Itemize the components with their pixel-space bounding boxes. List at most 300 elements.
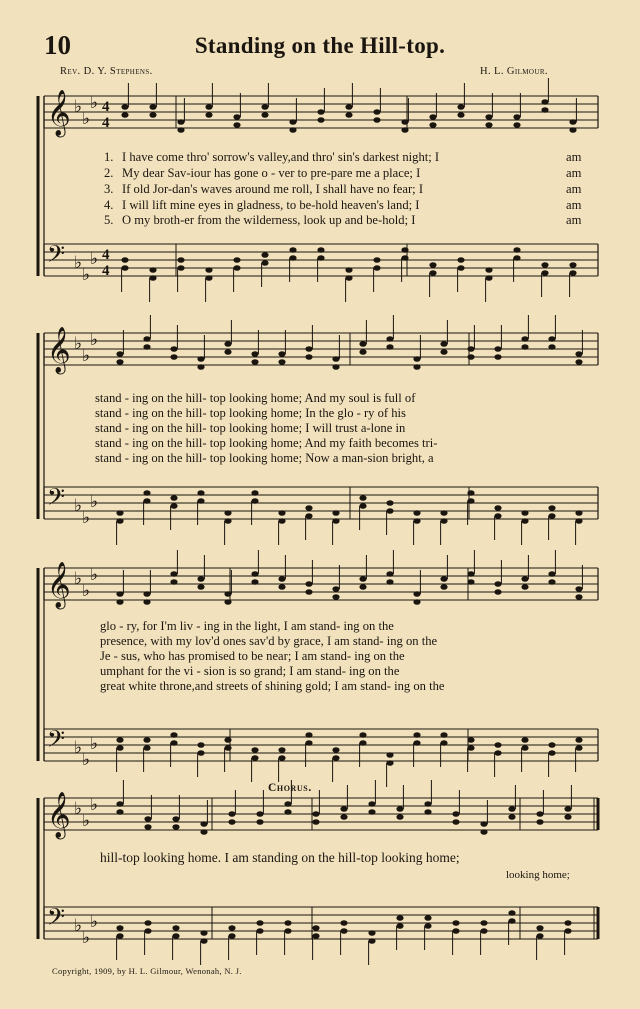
chorus-bass-echo: looking home; xyxy=(506,869,570,881)
flat-sign: ♭ xyxy=(82,109,91,129)
note-head xyxy=(467,354,474,360)
note-head xyxy=(116,925,123,931)
bass-clef: 𝄢 xyxy=(47,903,66,936)
note-head xyxy=(317,109,324,115)
note-head xyxy=(278,510,285,516)
note-head xyxy=(396,923,403,929)
note-head xyxy=(359,349,366,355)
note-head xyxy=(228,925,235,931)
note-head xyxy=(172,933,179,939)
note-head xyxy=(251,351,258,357)
flat-sign: ♭ xyxy=(82,581,91,601)
note-head xyxy=(261,104,268,110)
note-head xyxy=(485,122,492,128)
note-head xyxy=(467,737,474,743)
note-head xyxy=(440,341,447,347)
verse-3-line-2: stand - ing on the hill- top looking home; I will trust a-lone in xyxy=(95,421,406,435)
note-head xyxy=(197,498,204,504)
note-head xyxy=(424,923,431,929)
note-head xyxy=(548,742,555,748)
note-head xyxy=(228,811,235,817)
flat-sign: ♭ xyxy=(90,330,99,350)
copyright-notice: Copyright, 1909, by H. L. Gilmour, Wenonah, N. J. xyxy=(52,966,242,976)
note-head xyxy=(170,346,177,352)
note-head xyxy=(144,928,151,934)
note-head xyxy=(494,346,501,352)
note-head xyxy=(564,806,571,812)
note-head xyxy=(440,510,447,516)
note-head xyxy=(345,275,352,281)
note-head xyxy=(386,500,393,506)
note-head xyxy=(575,586,582,592)
note-head xyxy=(373,117,380,123)
note-head xyxy=(143,344,150,350)
note-head xyxy=(233,114,240,120)
note-head xyxy=(569,119,576,125)
note-head xyxy=(197,742,204,748)
note-head xyxy=(332,510,339,516)
verse-4-line-2: stand - ing on the hill- top looking home; And my faith becomes tri- xyxy=(95,436,438,450)
note-head xyxy=(312,819,319,825)
flat-sign: ♭ xyxy=(90,492,99,512)
note-head xyxy=(345,112,352,118)
note-head xyxy=(278,584,285,590)
verse-4-end-word: am xyxy=(566,198,582,212)
note-head xyxy=(548,505,555,511)
note-head xyxy=(494,750,501,756)
note-head xyxy=(251,571,258,577)
note-head xyxy=(401,247,408,253)
note-head xyxy=(386,579,393,585)
note-head xyxy=(373,257,380,263)
note-head xyxy=(467,579,474,585)
note-head xyxy=(513,114,520,120)
note-head xyxy=(172,925,179,931)
note-head xyxy=(143,336,150,342)
note-head xyxy=(521,737,528,743)
note-head xyxy=(340,928,347,934)
verse-5-line-1: 5. O my broth-er from the wilderness, look up and be-hold; I xyxy=(104,213,416,227)
note-head xyxy=(413,732,420,738)
flat-sign: ♭ xyxy=(74,738,83,758)
bass-clef: 𝄢 xyxy=(47,483,66,516)
note-head xyxy=(233,257,240,263)
note-head xyxy=(494,513,501,519)
note-head xyxy=(200,821,207,827)
note-head xyxy=(284,801,291,807)
note-head xyxy=(200,938,207,944)
note-head xyxy=(513,255,520,261)
note-head xyxy=(317,247,324,253)
note-head xyxy=(172,824,179,830)
time-signature-top: 4 xyxy=(102,99,110,115)
note-head xyxy=(116,809,123,815)
note-head xyxy=(332,755,339,761)
note-head xyxy=(312,933,319,939)
note-head xyxy=(564,814,571,820)
flat-sign: ♭ xyxy=(90,912,99,932)
note-head xyxy=(467,571,474,577)
note-head xyxy=(429,270,436,276)
note-head xyxy=(289,127,296,133)
note-head xyxy=(386,760,393,766)
note-head xyxy=(575,594,582,600)
note-head xyxy=(541,270,548,276)
note-head xyxy=(143,490,150,496)
note-head xyxy=(413,356,420,362)
note-head xyxy=(197,364,204,370)
note-head xyxy=(170,571,177,577)
note-head xyxy=(564,920,571,926)
note-head xyxy=(440,576,447,582)
note-head xyxy=(548,336,555,342)
flat-sign: ♭ xyxy=(74,799,83,819)
verse-1-end-word: am xyxy=(566,150,582,164)
verse-1-line-1: 1. I have come thro' sorrow's valley,and thro' sin's darkest night; I xyxy=(104,150,440,164)
verse-2-line-3: presence, with my lov'd ones sav'd by grace, I am stand- ing on the xyxy=(100,634,438,648)
note-head xyxy=(116,591,123,597)
note-head xyxy=(284,809,291,815)
note-head xyxy=(144,824,151,830)
note-head xyxy=(305,732,312,738)
note-head xyxy=(452,811,459,817)
flat-sign: ♭ xyxy=(82,346,91,366)
note-head xyxy=(345,104,352,110)
note-head xyxy=(396,806,403,812)
note-head xyxy=(251,579,258,585)
note-head xyxy=(143,737,150,743)
note-head xyxy=(521,576,528,582)
note-head xyxy=(340,920,347,926)
note-head xyxy=(485,275,492,281)
note-head xyxy=(332,594,339,600)
flat-sign: ♭ xyxy=(74,253,83,273)
lyricist-credit: Rev. D. Y. Stephens. xyxy=(60,66,153,77)
verse-3-line-1: 3. If old Jor-dan's waves around me roll, I shall have no fear; I xyxy=(104,182,424,196)
flat-sign: ♭ xyxy=(82,508,91,528)
note-head xyxy=(197,584,204,590)
note-head xyxy=(494,589,501,595)
note-head xyxy=(144,920,151,926)
note-head xyxy=(386,508,393,514)
note-head xyxy=(536,819,543,825)
verse-1-line-2: stand - ing on the hill- top looking home; And my soul is full of xyxy=(95,391,416,405)
bass-clef: 𝄢 xyxy=(47,725,66,758)
chorus-label: Chorus. xyxy=(268,782,312,794)
note-head xyxy=(494,581,501,587)
note-head xyxy=(224,599,231,605)
note-head xyxy=(256,928,263,934)
treble-clef: 𝄞 xyxy=(47,90,71,136)
note-head xyxy=(251,359,258,365)
note-head xyxy=(521,510,528,516)
verse-3-end-word: am xyxy=(566,182,582,196)
note-head xyxy=(359,584,366,590)
note-head xyxy=(373,109,380,115)
flat-sign: ♭ xyxy=(90,565,99,585)
note-head xyxy=(121,104,128,110)
flat-sign: ♭ xyxy=(74,97,83,117)
flat-sign: ♭ xyxy=(74,334,83,354)
note-head xyxy=(143,591,150,597)
note-head xyxy=(575,745,582,751)
note-head xyxy=(452,928,459,934)
note-head xyxy=(143,599,150,605)
note-head xyxy=(508,806,515,812)
note-head xyxy=(278,755,285,761)
note-head xyxy=(359,740,366,746)
time-signature-bottom: 4 xyxy=(102,115,110,131)
note-head xyxy=(116,745,123,751)
note-head xyxy=(305,589,312,595)
note-head xyxy=(312,925,319,931)
note-head xyxy=(413,510,420,516)
note-head xyxy=(170,354,177,360)
note-head xyxy=(278,518,285,524)
note-head xyxy=(251,755,258,761)
note-head xyxy=(359,341,366,347)
note-head xyxy=(548,579,555,585)
note-head xyxy=(368,801,375,807)
note-head xyxy=(261,260,268,266)
note-head xyxy=(457,257,464,263)
time-signature-top: 4 xyxy=(102,247,110,263)
note-head xyxy=(386,344,393,350)
note-head xyxy=(332,364,339,370)
note-head xyxy=(149,275,156,281)
note-head xyxy=(170,740,177,746)
note-head xyxy=(386,571,393,577)
note-head xyxy=(278,747,285,753)
verse-5-line-2: stand - ing on the hill- top looking home; Now a man-sion bright, a xyxy=(95,451,434,465)
verse-4-line-3: umphant for the vi - sion is so grand; I am stand- ing on the xyxy=(100,664,400,678)
note-head xyxy=(340,814,347,820)
note-head xyxy=(401,119,408,125)
note-head xyxy=(359,732,366,738)
note-head xyxy=(575,359,582,365)
note-head xyxy=(541,262,548,268)
note-head xyxy=(373,265,380,271)
note-head xyxy=(401,127,408,133)
hymn-number: 10 xyxy=(44,30,71,60)
note-head xyxy=(116,933,123,939)
verse-5-end-word: am xyxy=(566,213,582,227)
flat-sign: ♭ xyxy=(82,265,91,285)
note-head xyxy=(359,503,366,509)
note-head xyxy=(172,816,179,822)
note-head xyxy=(513,247,520,253)
note-head xyxy=(224,510,231,516)
note-head xyxy=(332,747,339,753)
note-head xyxy=(345,267,352,273)
note-head xyxy=(170,579,177,585)
note-head xyxy=(116,510,123,516)
note-head xyxy=(177,265,184,271)
note-head xyxy=(121,257,128,263)
note-head xyxy=(197,576,204,582)
note-head xyxy=(284,920,291,926)
note-head xyxy=(305,740,312,746)
note-head xyxy=(143,745,150,751)
note-head xyxy=(480,920,487,926)
note-head xyxy=(480,821,487,827)
note-head xyxy=(457,112,464,118)
flat-sign: ♭ xyxy=(82,811,91,831)
note-head xyxy=(467,745,474,751)
note-head xyxy=(224,737,231,743)
note-head xyxy=(368,809,375,815)
note-head xyxy=(332,356,339,362)
note-head xyxy=(197,356,204,362)
note-head xyxy=(170,495,177,501)
note-head xyxy=(177,257,184,263)
note-head xyxy=(228,933,235,939)
note-head xyxy=(205,104,212,110)
note-head xyxy=(429,262,436,268)
note-head xyxy=(440,349,447,355)
note-head xyxy=(536,925,543,931)
verse-5-line-3: great white throne,and streets of shining gold; I am stand- ing on the xyxy=(100,679,445,693)
note-head xyxy=(116,737,123,743)
note-head xyxy=(424,915,431,921)
note-head xyxy=(508,910,515,916)
verse-2-line-2: stand - ing on the hill- top looking home; In the glo - ry of his xyxy=(95,406,406,420)
note-head xyxy=(332,518,339,524)
note-head xyxy=(251,747,258,753)
flat-sign: ♭ xyxy=(90,249,99,269)
note-head xyxy=(521,518,528,524)
note-head xyxy=(521,344,528,350)
note-head xyxy=(508,814,515,820)
note-head xyxy=(205,112,212,118)
note-head xyxy=(548,513,555,519)
note-head xyxy=(116,599,123,605)
note-head xyxy=(575,518,582,524)
note-head xyxy=(224,745,231,751)
note-head xyxy=(289,119,296,125)
note-head xyxy=(548,344,555,350)
note-head xyxy=(116,801,123,807)
note-head xyxy=(467,490,474,496)
note-head xyxy=(177,119,184,125)
note-head xyxy=(401,255,408,261)
note-head xyxy=(200,829,207,835)
composer-credit: H. L. Gilmour. xyxy=(480,66,548,77)
note-head xyxy=(521,336,528,342)
note-head xyxy=(413,740,420,746)
note-head xyxy=(513,122,520,128)
verse-2-line-1: 2. My dear Sav-iour has gone o - ver to pre-pare me a place; I xyxy=(104,166,421,180)
note-head xyxy=(256,819,263,825)
note-head xyxy=(480,928,487,934)
note-head xyxy=(149,267,156,273)
note-head xyxy=(116,359,123,365)
note-head xyxy=(251,490,258,496)
note-head xyxy=(575,510,582,516)
note-head xyxy=(413,591,420,597)
note-head xyxy=(548,571,555,577)
note-head xyxy=(429,114,436,120)
note-head xyxy=(143,498,150,504)
note-head xyxy=(305,354,312,360)
chorus-lyric: hill-top looking home. I am standing on the hill-top looking home; xyxy=(100,850,460,865)
note-head xyxy=(508,918,515,924)
note-head xyxy=(256,811,263,817)
note-head xyxy=(197,750,204,756)
note-head xyxy=(386,752,393,758)
note-head xyxy=(386,336,393,342)
note-head xyxy=(149,112,156,118)
note-head xyxy=(278,359,285,365)
note-head xyxy=(440,584,447,590)
note-head xyxy=(197,490,204,496)
note-head xyxy=(457,265,464,271)
note-head xyxy=(440,732,447,738)
flat-sign: ♭ xyxy=(82,750,91,770)
note-head xyxy=(359,495,366,501)
note-head xyxy=(305,505,312,511)
note-head xyxy=(429,122,436,128)
note-head xyxy=(564,928,571,934)
note-head xyxy=(233,122,240,128)
note-head xyxy=(121,112,128,118)
note-head xyxy=(228,819,235,825)
note-head xyxy=(256,920,263,926)
note-head xyxy=(359,576,366,582)
note-head xyxy=(200,930,207,936)
note-head xyxy=(536,811,543,817)
flat-sign: ♭ xyxy=(74,569,83,589)
flat-sign: ♭ xyxy=(82,928,91,948)
note-head xyxy=(413,364,420,370)
note-head xyxy=(368,938,375,944)
note-head xyxy=(548,750,555,756)
note-head xyxy=(396,814,403,820)
note-head xyxy=(332,586,339,592)
note-head xyxy=(278,351,285,357)
verse-2-end-word: am xyxy=(566,166,582,180)
verse-4-line-1: 4. I will lift mine eyes in gladness, to be-hold heaven's land; I xyxy=(104,198,420,212)
note-head xyxy=(305,346,312,352)
note-head xyxy=(494,354,501,360)
note-head xyxy=(440,518,447,524)
note-head xyxy=(575,351,582,357)
note-head xyxy=(261,112,268,118)
flat-sign: ♭ xyxy=(74,916,83,936)
note-head xyxy=(144,816,151,822)
note-head xyxy=(368,930,375,936)
note-head xyxy=(149,104,156,110)
note-head xyxy=(177,127,184,133)
note-head xyxy=(312,811,319,817)
note-head xyxy=(569,127,576,133)
flat-sign: ♭ xyxy=(74,496,83,516)
note-head xyxy=(413,518,420,524)
note-head xyxy=(205,267,212,273)
note-head xyxy=(575,737,582,743)
note-head xyxy=(317,255,324,261)
note-head xyxy=(494,505,501,511)
note-head xyxy=(289,247,296,253)
hymn-title: Standing on the Hill-top. xyxy=(194,33,446,58)
note-head xyxy=(116,351,123,357)
treble-clef: 𝄞 xyxy=(47,327,71,373)
note-head xyxy=(224,518,231,524)
note-head xyxy=(121,265,128,271)
bass-clef: 𝄢 xyxy=(47,240,66,273)
note-head xyxy=(396,915,403,921)
note-head xyxy=(467,498,474,504)
